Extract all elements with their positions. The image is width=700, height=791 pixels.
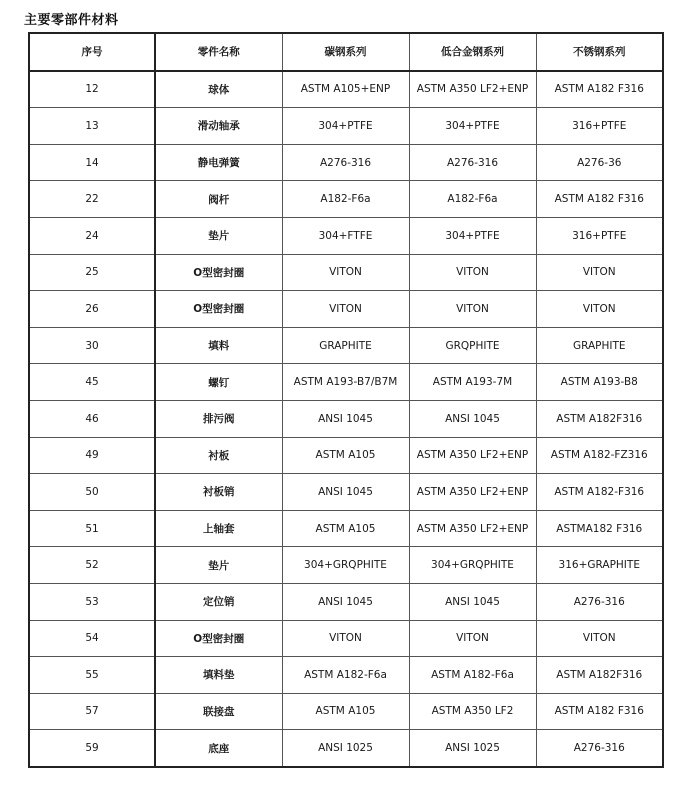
cell-part-name: O型密封圈 <box>155 291 282 328</box>
cell-carbon-steel: ANSI 1045 <box>282 400 409 437</box>
cell-low-alloy-steel: ASTM A350 LF2+ENP <box>409 474 536 511</box>
cell-part-name: 上轴套 <box>155 510 282 547</box>
table-row <box>29 693 663 730</box>
cell-no: 25 <box>29 254 155 291</box>
cell-carbon-steel: ASTM A105 <box>282 437 409 474</box>
table-row <box>29 547 663 584</box>
cell-part-name: 衬板销 <box>155 474 282 511</box>
cell-carbon-steel: 304+FTFE <box>282 217 409 254</box>
cell-low-alloy-steel: VITON <box>409 291 536 328</box>
cell-no: 50 <box>29 474 155 511</box>
cell-no: 30 <box>29 327 155 364</box>
table-row <box>29 510 663 547</box>
cell-low-alloy-steel: A182-F6a <box>409 181 536 218</box>
cell-low-alloy-steel: ANSI 1045 <box>409 583 536 620</box>
table-row <box>29 327 663 364</box>
cell-stainless-steel: 316+GRAPHITE <box>536 547 663 584</box>
cell-stainless-steel: ASTMA182 F316 <box>536 510 663 547</box>
cell-part-name: 垫片 <box>155 217 282 254</box>
cell-stainless-steel: 316+PTFE <box>536 108 663 145</box>
table-row <box>29 254 663 291</box>
header-stainless-steel: 不锈钢系列 <box>536 33 663 71</box>
cell-low-alloy-steel: ANSI 1025 <box>409 730 536 767</box>
cell-no: 55 <box>29 657 155 694</box>
table-row <box>29 657 663 694</box>
header-no: 序号 <box>29 33 155 71</box>
table-row <box>29 108 663 145</box>
cell-part-name: 滑动轴承 <box>155 108 282 145</box>
cell-low-alloy-steel: 304+PTFE <box>409 108 536 145</box>
cell-carbon-steel: VITON <box>282 254 409 291</box>
cell-carbon-steel: ANSI 1025 <box>282 730 409 767</box>
cell-no: 54 <box>29 620 155 657</box>
header-part-name: 零件名称 <box>155 33 282 71</box>
materials-table <box>28 32 664 768</box>
cell-no: 46 <box>29 400 155 437</box>
page-title: 主要零部件材料 <box>24 13 119 28</box>
cell-part-name: 球体 <box>155 71 282 108</box>
header-carbon-steel: 碳钢系列 <box>282 33 409 71</box>
cell-stainless-steel: GRAPHITE <box>536 327 663 364</box>
cell-part-name: O型密封圈 <box>155 620 282 657</box>
cell-carbon-steel: VITON <box>282 620 409 657</box>
cell-no: 12 <box>29 71 155 108</box>
cell-carbon-steel: VITON <box>282 291 409 328</box>
cell-low-alloy-steel: ASTM A350 LF2+ENP <box>409 71 536 108</box>
cell-low-alloy-steel: ASTM A350 LF2+ENP <box>409 510 536 547</box>
table-body <box>29 71 663 767</box>
cell-no: 49 <box>29 437 155 474</box>
cell-carbon-steel: ASTM A182-F6a <box>282 657 409 694</box>
cell-part-name: 垫片 <box>155 547 282 584</box>
cell-low-alloy-steel: ASTM A350 LF2 <box>409 693 536 730</box>
cell-low-alloy-steel: ANSI 1045 <box>409 400 536 437</box>
cell-stainless-steel: ASTM A182 F316 <box>536 181 663 218</box>
cell-carbon-steel: 304+GRQPHITE <box>282 547 409 584</box>
table-row <box>29 400 663 437</box>
cell-stainless-steel: ASTM A182 F316 <box>536 71 663 108</box>
cell-low-alloy-steel: VITON <box>409 254 536 291</box>
cell-no: 45 <box>29 364 155 401</box>
cell-part-name: O型密封圈 <box>155 254 282 291</box>
table-row <box>29 291 663 328</box>
cell-low-alloy-steel: VITON <box>409 620 536 657</box>
cell-part-name: 填料 <box>155 327 282 364</box>
cell-no: 26 <box>29 291 155 328</box>
cell-carbon-steel: A276-316 <box>282 144 409 181</box>
cell-no: 53 <box>29 583 155 620</box>
table-row <box>29 144 663 181</box>
cell-part-name: 底座 <box>155 730 282 767</box>
cell-low-alloy-steel: A276-316 <box>409 144 536 181</box>
cell-stainless-steel: ASTM A182F316 <box>536 400 663 437</box>
table-row <box>29 583 663 620</box>
cell-low-alloy-steel: ASTM A182-F6a <box>409 657 536 694</box>
cell-part-name: 填料垫 <box>155 657 282 694</box>
cell-part-name: 阀杆 <box>155 181 282 218</box>
table-row <box>29 217 663 254</box>
cell-carbon-steel: ASTM A105+ENP <box>282 71 409 108</box>
cell-no: 22 <box>29 181 155 218</box>
cell-part-name: 排污阀 <box>155 400 282 437</box>
cell-stainless-steel: VITON <box>536 291 663 328</box>
cell-stainless-steel: VITON <box>536 620 663 657</box>
cell-carbon-steel: ANSI 1045 <box>282 474 409 511</box>
cell-carbon-steel: 304+PTFE <box>282 108 409 145</box>
cell-carbon-steel: GRAPHITE <box>282 327 409 364</box>
table-row <box>29 474 663 511</box>
cell-low-alloy-steel: GRQPHITE <box>409 327 536 364</box>
cell-stainless-steel: A276-316 <box>536 583 663 620</box>
cell-carbon-steel: A182-F6a <box>282 181 409 218</box>
cell-stainless-steel: ASTM A182F316 <box>536 657 663 694</box>
cell-carbon-steel: ASTM A193-B7/B7M <box>282 364 409 401</box>
cell-part-name: 螺钉 <box>155 364 282 401</box>
table-row <box>29 181 663 218</box>
cell-stainless-steel: 316+PTFE <box>536 217 663 254</box>
table-row <box>29 364 663 401</box>
cell-stainless-steel: ASTM A182-FZ316 <box>536 437 663 474</box>
cell-part-name: 定位销 <box>155 583 282 620</box>
cell-carbon-steel: ASTM A105 <box>282 510 409 547</box>
cell-carbon-steel: ASTM A105 <box>282 693 409 730</box>
cell-carbon-steel: ANSI 1045 <box>282 583 409 620</box>
table-row <box>29 620 663 657</box>
cell-stainless-steel: VITON <box>536 254 663 291</box>
cell-part-name: 静电弹簧 <box>155 144 282 181</box>
cell-part-name: 联接盘 <box>155 693 282 730</box>
table-row <box>29 730 663 767</box>
cell-stainless-steel: ASTM A182-F316 <box>536 474 663 511</box>
cell-stainless-steel: ASTM A182 F316 <box>536 693 663 730</box>
table-row <box>29 71 663 108</box>
cell-no: 24 <box>29 217 155 254</box>
cell-low-alloy-steel: ASTM A193-7M <box>409 364 536 401</box>
cell-low-alloy-steel: 304+GRQPHITE <box>409 547 536 584</box>
cell-no: 14 <box>29 144 155 181</box>
cell-stainless-steel: A276-316 <box>536 730 663 767</box>
cell-low-alloy-steel: ASTM A350 LF2+ENP <box>409 437 536 474</box>
cell-no: 57 <box>29 693 155 730</box>
cell-no: 52 <box>29 547 155 584</box>
cell-no: 51 <box>29 510 155 547</box>
cell-stainless-steel: A276-36 <box>536 144 663 181</box>
cell-part-name: 衬板 <box>155 437 282 474</box>
cell-low-alloy-steel: 304+PTFE <box>409 217 536 254</box>
cell-no: 59 <box>29 730 155 767</box>
cell-no: 13 <box>29 108 155 145</box>
table-row <box>29 437 663 474</box>
header-low-alloy-steel: 低合金钢系列 <box>409 33 536 71</box>
cell-stainless-steel: ASTM A193-B8 <box>536 364 663 401</box>
table-header-row <box>29 33 663 71</box>
